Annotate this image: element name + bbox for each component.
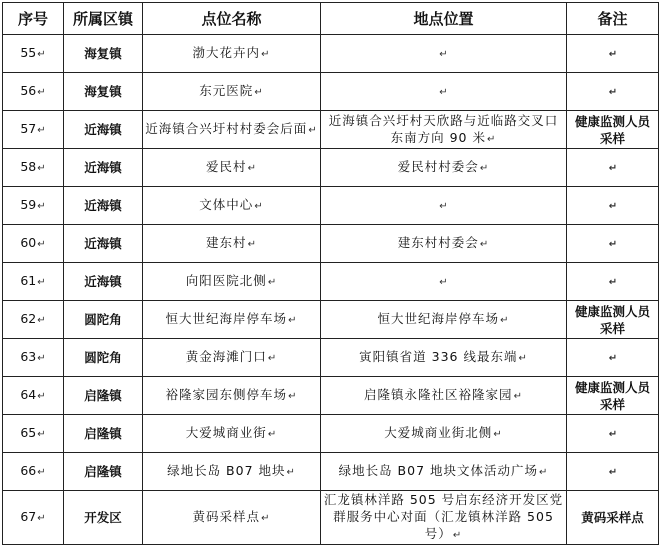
table-body: [3, 35, 659, 545]
cell-no-text: 57: [20, 121, 37, 136]
cell-point-text: 东元医院: [199, 83, 254, 98]
cell-point: [143, 225, 321, 263]
paragraph-mark-icon: ↵: [37, 239, 46, 250]
cell-remark: [567, 491, 659, 545]
table-row: [3, 263, 659, 301]
cell-town: [64, 263, 143, 301]
cell-point-text: 绿地长岛 B07 地块: [167, 463, 286, 478]
cell-location: [321, 187, 567, 225]
cell-town: [64, 111, 143, 149]
paragraph-mark-icon: ↵: [608, 201, 618, 212]
cell-no-text: 67: [20, 509, 37, 524]
cell-no: [3, 73, 64, 111]
paragraph-mark-icon: ↵: [608, 429, 618, 440]
cell-remark: [567, 453, 659, 491]
cell-no-text: 65: [20, 425, 37, 440]
sampling-points-table: [2, 2, 659, 545]
cell-town-text: 近海镇: [84, 198, 122, 213]
cell-point-text: 爱民村: [206, 159, 247, 174]
cell-location-text: 寅阳镇省道 336 线最东端: [359, 349, 518, 364]
paragraph-mark-icon: ↵: [500, 315, 510, 326]
paragraph-mark-icon: ↵: [479, 163, 490, 174]
paragraph-mark-icon: ↵: [37, 49, 46, 60]
cell-remark: [567, 187, 659, 225]
paragraph-mark-icon: ↵: [247, 239, 257, 250]
paragraph-mark-icon: ↵: [267, 353, 278, 364]
cell-no: [3, 263, 64, 301]
cell-remark: [567, 149, 659, 187]
cell-town-text: 开发区: [84, 510, 122, 525]
cell-town-text: 启隆镇: [84, 464, 122, 479]
cell-location: [321, 415, 567, 453]
table-row: [3, 187, 659, 225]
cell-point-text: 恒大世纪海岸停车场: [165, 311, 288, 326]
paragraph-mark-icon: ↵: [439, 201, 449, 212]
cell-location: [321, 149, 567, 187]
paragraph-mark-icon: ↵: [37, 513, 46, 524]
cell-location-text: 汇龙镇林洋路 505 号启东经济开发区党群服务中心对面（汇龙镇林洋路 505 号）: [323, 492, 564, 541]
cell-location-text: 近海镇合兴圩村天欣路与近临路交叉口东南方向 90 米: [328, 112, 559, 145]
cell-remark-text: 健康监测人员采样: [574, 113, 650, 146]
paragraph-mark-icon: ↵: [513, 391, 523, 402]
header-location: 地点位置: [321, 3, 567, 35]
paragraph-mark-icon: ↵: [37, 391, 46, 402]
header-row: [3, 3, 659, 35]
paragraph-mark-icon: ↵: [439, 49, 449, 60]
cell-point-text: 渤大花卉内: [192, 45, 261, 60]
cell-point: [143, 453, 321, 491]
cell-point: [143, 301, 321, 339]
paragraph-mark-icon: ↵: [37, 87, 46, 98]
table-row: [3, 149, 659, 187]
cell-no-text: 60: [20, 235, 37, 250]
cell-town-text: 近海镇: [84, 236, 122, 251]
cell-town: [64, 73, 143, 111]
paragraph-mark-icon: ↵: [288, 391, 298, 402]
cell-point-text: 裕隆家园东侧停车场: [165, 387, 288, 402]
paragraph-mark-icon: ↵: [479, 239, 490, 250]
cell-location-text: 大爱城商业街北侧: [384, 425, 493, 440]
cell-no: [3, 339, 64, 377]
cell-point-text: 建东村: [206, 235, 247, 250]
cell-location-text: 恒大世纪海岸停车场: [377, 311, 500, 326]
paragraph-mark-icon: ↵: [608, 467, 618, 478]
cell-remark: [567, 377, 659, 415]
cell-town-text: 启隆镇: [84, 426, 122, 441]
cell-town-text: 近海镇: [84, 122, 122, 137]
cell-town: [64, 415, 143, 453]
paragraph-mark-icon: ↵: [247, 163, 257, 174]
cell-town: [64, 35, 143, 73]
table-row: [3, 415, 659, 453]
cell-remark: [567, 415, 659, 453]
cell-location: [321, 35, 567, 73]
cell-town-text: 海复镇: [84, 46, 122, 61]
cell-location-text: 建东村村委会: [397, 235, 479, 250]
cell-no: [3, 453, 64, 491]
cell-no-text: 56: [20, 83, 37, 98]
cell-point: [143, 187, 321, 225]
cell-remark: [567, 339, 659, 377]
paragraph-mark-icon: ↵: [37, 353, 46, 364]
cell-no-text: 58: [20, 159, 37, 174]
cell-no-text: 62: [20, 311, 37, 326]
paragraph-mark-icon: ↵: [288, 315, 298, 326]
cell-town: [64, 491, 143, 545]
cell-point-text: 近海镇合兴圩村村委会后面: [145, 121, 308, 136]
header-remark: 备注: [567, 3, 659, 35]
cell-town-text: 圆陀角: [84, 312, 122, 327]
cell-no: [3, 377, 64, 415]
cell-town-text: 近海镇: [84, 274, 122, 289]
cell-town: [64, 339, 143, 377]
cell-point: [143, 263, 321, 301]
paragraph-mark-icon: ↵: [286, 467, 296, 478]
paragraph-mark-icon: ↵: [518, 353, 528, 364]
cell-point-text: 文体中心: [199, 197, 254, 212]
cell-no-text: 64: [20, 387, 37, 402]
cell-point-text: 大爱城商业街: [185, 425, 267, 440]
paragraph-mark-icon: ↵: [608, 239, 618, 250]
paragraph-mark-icon: ↵: [267, 429, 278, 440]
cell-remark-text: 黄码采样点: [581, 510, 644, 525]
table-row: [3, 339, 659, 377]
cell-remark: [567, 111, 659, 149]
cell-no: [3, 187, 64, 225]
cell-location: [321, 263, 567, 301]
cell-location: [321, 111, 567, 149]
cell-point-text: 向阳医院北侧: [185, 273, 267, 288]
paragraph-mark-icon: ↵: [37, 277, 46, 288]
cell-location-text: 绿地长岛 B07 地块文体活动广场: [338, 463, 539, 478]
paragraph-mark-icon: ↵: [261, 513, 271, 524]
cell-no: [3, 111, 64, 149]
paragraph-mark-icon: ↵: [608, 87, 618, 98]
paragraph-mark-icon: ↵: [37, 163, 46, 174]
paragraph-mark-icon: ↵: [608, 277, 618, 288]
paragraph-mark-icon: ↵: [254, 87, 264, 98]
paragraph-mark-icon: ↵: [37, 201, 46, 212]
paragraph-mark-icon: ↵: [267, 277, 278, 288]
header-point: 点位名称: [143, 3, 321, 35]
cell-remark-text: 健康监测人员采样: [574, 379, 650, 412]
cell-point-text: 黄金海滩门口: [185, 349, 267, 364]
cell-location-text: 启隆镇永隆社区裕隆家园: [364, 387, 513, 402]
cell-remark: [567, 225, 659, 263]
table-row: [3, 301, 659, 339]
cell-no-text: 59: [20, 197, 37, 212]
cell-town-text: 圆陀角: [84, 350, 122, 365]
table-row: [3, 111, 659, 149]
cell-no-text: 63: [20, 349, 37, 364]
cell-no-text: 66: [20, 463, 37, 478]
cell-location: [321, 73, 567, 111]
cell-location-text: 爱民村村委会: [397, 159, 479, 174]
table-row: [3, 377, 659, 415]
table-row: [3, 225, 659, 263]
cell-town: [64, 149, 143, 187]
paragraph-mark-icon: ↵: [37, 125, 46, 136]
paragraph-mark-icon: ↵: [37, 467, 46, 478]
paragraph-mark-icon: ↵: [493, 429, 503, 440]
cell-town-text: 近海镇: [84, 160, 122, 175]
paragraph-mark-icon: ↵: [608, 163, 618, 174]
paragraph-mark-icon: ↵: [539, 467, 549, 478]
paragraph-mark-icon: ↵: [37, 429, 46, 440]
cell-remark-text: 健康监测人员采样: [574, 303, 650, 336]
cell-remark: [567, 263, 659, 301]
paragraph-mark-icon: ↵: [608, 49, 618, 60]
cell-town-text: 海复镇: [84, 84, 122, 99]
paragraph-mark-icon: ↵: [439, 277, 449, 288]
cell-town: [64, 225, 143, 263]
header-town: 所属区镇: [64, 3, 143, 35]
cell-town: [64, 301, 143, 339]
table-row: [3, 73, 659, 111]
cell-no: [3, 301, 64, 339]
cell-no-text: 61: [20, 273, 37, 288]
paragraph-mark-icon: ↵: [261, 49, 271, 60]
cell-point: [143, 377, 321, 415]
paragraph-mark-icon: ↵: [608, 353, 618, 364]
paragraph-mark-icon: ↵: [439, 87, 449, 98]
paragraph-mark-icon: ↵: [452, 530, 463, 541]
cell-location: [321, 339, 567, 377]
header-no: 序号: [3, 3, 64, 35]
cell-point: [143, 35, 321, 73]
cell-no: [3, 225, 64, 263]
table-row: [3, 491, 659, 545]
cell-location: [321, 301, 567, 339]
cell-town: [64, 187, 143, 225]
cell-no: [3, 415, 64, 453]
cell-point: [143, 73, 321, 111]
cell-remark: [567, 73, 659, 111]
cell-remark: [567, 35, 659, 73]
cell-point-text: 黄码采样点: [192, 509, 261, 524]
paragraph-mark-icon: ↵: [37, 315, 46, 326]
cell-location: [321, 225, 567, 263]
cell-location: [321, 491, 567, 545]
cell-town: [64, 377, 143, 415]
table-row: [3, 453, 659, 491]
cell-point: [143, 111, 321, 149]
cell-point: [143, 149, 321, 187]
paragraph-mark-icon: ↵: [308, 125, 318, 136]
cell-point: [143, 491, 321, 545]
cell-town-text: 启隆镇: [84, 388, 122, 403]
table-row: [3, 35, 659, 73]
paragraph-mark-icon: ↵: [254, 201, 264, 212]
cell-no: [3, 491, 64, 545]
paragraph-mark-icon: ↵: [486, 133, 497, 145]
cell-location: [321, 453, 567, 491]
cell-no: [3, 149, 64, 187]
cell-point: [143, 415, 321, 453]
cell-no-text: 55: [20, 45, 37, 60]
cell-location: [321, 377, 567, 415]
cell-town: [64, 453, 143, 491]
cell-point: [143, 339, 321, 377]
cell-remark: [567, 301, 659, 339]
cell-no: [3, 35, 64, 73]
